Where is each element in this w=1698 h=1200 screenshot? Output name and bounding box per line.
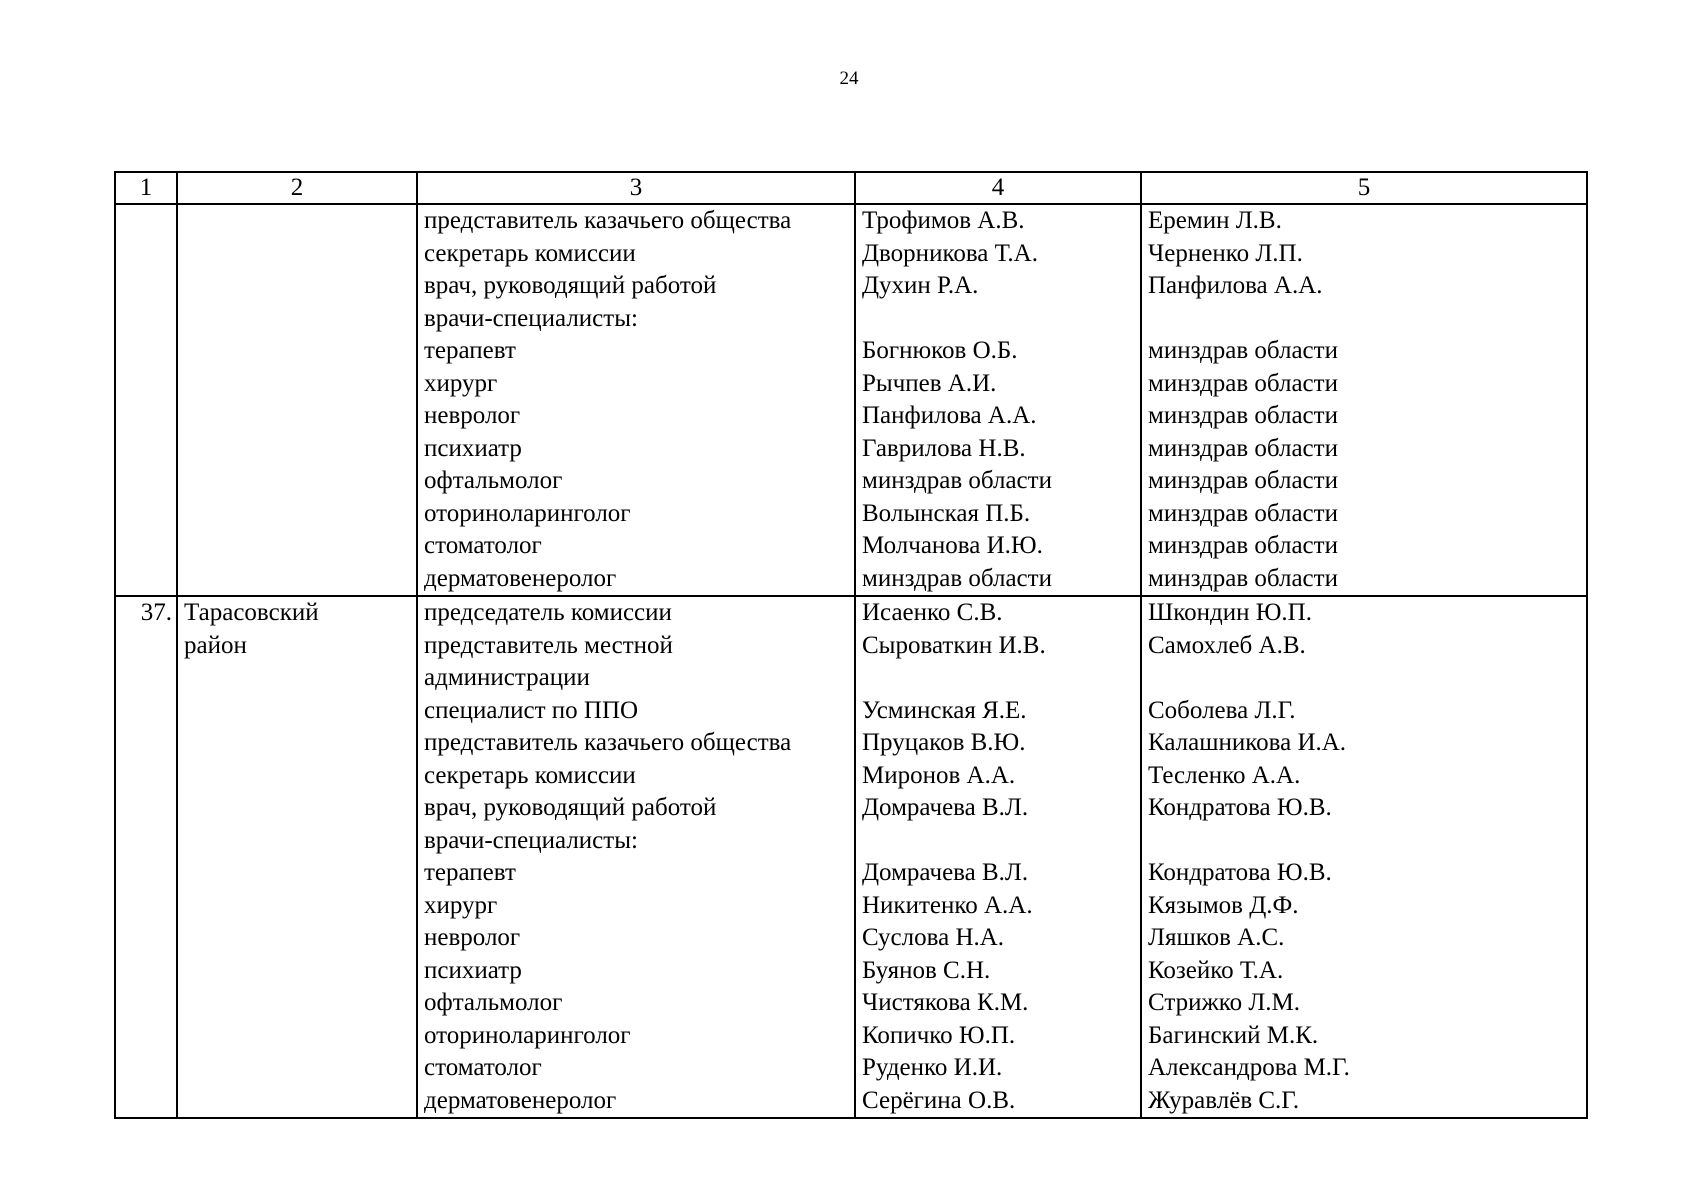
reserve-member-name: Кондратова Ю.В. [1148, 859, 1332, 886]
table-row [115, 204, 1587, 596]
reserve-member-name: минздрав области [1148, 564, 1338, 592]
role-label: оториноларинголог [424, 499, 631, 527]
reserve-member-name: Тесленко А.А. [1148, 761, 1301, 789]
reserve-member-name: Самохлеб А.В. [1148, 631, 1306, 659]
reserve-member-name: Калашникова И.А. [1148, 729, 1347, 756]
role-label: невролог [424, 402, 521, 429]
reserve-member-name: минздрав области [1148, 337, 1338, 364]
reserve-member-name: минздрав области [1148, 434, 1338, 462]
role-label: невролог [424, 924, 521, 951]
role-label: врач, руководящий работой [424, 272, 717, 299]
district-cell [177, 204, 417, 596]
role-label: психиатр [424, 434, 522, 462]
spacer [1148, 662, 1580, 695]
reserve-member-name: Черненко Л.П. [1148, 239, 1303, 267]
role-label: председатель комиссии [424, 599, 672, 626]
main-member-name: Духин Р.А. [862, 272, 979, 299]
reserve-member-name: Панфилова А.А. [1148, 272, 1323, 299]
main-member-name: Чистякова К.М. [862, 989, 1029, 1016]
reserve-member-name: минздрав области [1148, 402, 1338, 429]
reserve-member-name: минздрав области [1148, 467, 1338, 494]
role-label: хирург [424, 369, 498, 397]
table-row [115, 596, 1587, 1118]
header-cell: 1 [115, 172, 177, 204]
reserve-member-name: минздрав области [1148, 369, 1338, 397]
role-label: стоматолог [424, 532, 542, 559]
role-label: врач, руководящий работой [424, 794, 717, 821]
role-label: офтальмолог [424, 989, 563, 1016]
district-name: район [184, 631, 247, 659]
role-label: оториноларинголог [424, 1021, 631, 1049]
reserve-member-name: Соболева Л.Г. [1148, 696, 1296, 724]
reserve-member-name: Ляшков А.С. [1148, 924, 1285, 951]
row-number-cell [115, 204, 177, 596]
reserve-member-name: Шкондин Ю.П. [1148, 599, 1312, 626]
main-member-name: Дворникова Т.А. [862, 239, 1038, 267]
main-member-name: Копичко Ю.П. [862, 1021, 1016, 1049]
main-member-name: Гаврилова Н.В. [862, 434, 1026, 462]
reserve-member-name: Кязымов Д.Ф. [1148, 891, 1299, 919]
main-member-name: Суслова Н.А. [862, 924, 1005, 951]
main-member-name: Миронов А.А. [862, 761, 1016, 789]
role-label: терапевт [424, 859, 516, 886]
reserve-member-name: Александрова М.Г. [1148, 1054, 1350, 1081]
main-member-name: Богнюков О.Б. [862, 337, 1018, 364]
district-name: Тарасовский [184, 599, 319, 626]
role-label: представитель казачьего общества [424, 729, 792, 756]
main-member-name: Рычпев А.И. [862, 369, 997, 397]
main-member-name [862, 825, 1134, 858]
page-number: 24 [839, 68, 859, 89]
main-member-name: Буянов С.Н. [862, 956, 991, 984]
row-number-cell [115, 596, 177, 1118]
role-label: стоматолог [424, 1054, 542, 1081]
main-member-name: минздрав области [862, 467, 1052, 494]
main-member-cell [855, 204, 1141, 596]
header-cell: 5 [1141, 172, 1587, 204]
role-cell [417, 204, 855, 596]
main-member-name: Трофимов А.В. [862, 207, 1025, 234]
main-member-name: Усминская Я.Е. [862, 696, 1027, 724]
main-member-name: Руденко И.И. [862, 1054, 1003, 1081]
role-label: дерматовенеролог [424, 564, 617, 592]
main-member-name: Серёгина О.В. [862, 1086, 1016, 1114]
role-label: терапевт [424, 337, 516, 364]
reserve-member-name: минздрав области [1148, 532, 1338, 559]
header-cell: 2 [177, 172, 417, 204]
reserve-member-name: Журавлёв С.Г. [1148, 1086, 1300, 1114]
main-member-name: Волынская П.Б. [862, 499, 1031, 527]
main-member-cell [855, 596, 1141, 1118]
main-member-name: Домрачева В.Л. [862, 794, 1029, 821]
main-member-name: Домрачева В.Л. [862, 859, 1029, 886]
main-member-name: Молчанова И.Ю. [862, 532, 1043, 559]
role-label: дерматовенеролог [424, 1086, 617, 1114]
main-member-name: Пруцаков В.Ю. [862, 729, 1026, 756]
spacer [862, 662, 1134, 695]
reserve-member-name: Стрижко Л.М. [1148, 989, 1301, 1016]
main-member-name: Никитенко А.А. [862, 891, 1033, 919]
reserve-member-name: Козейко Т.А. [1148, 956, 1284, 984]
header-cell: 3 [417, 172, 855, 204]
role-label: администрации [424, 664, 590, 691]
role-label: врачи-специалисты: [424, 826, 638, 854]
role-label: специалист по ППО [424, 696, 639, 724]
role-label: представитель казачьего общества [424, 207, 792, 234]
reserve-member-name: Кондратова Ю.В. [1148, 794, 1332, 821]
role-label: врачи-специалисты: [424, 304, 638, 332]
district-cell [177, 596, 417, 1118]
role-label: психиатр [424, 956, 522, 984]
role-label: офтальмолог [424, 467, 563, 494]
role-cell [417, 596, 855, 1118]
reserve-member-name: Багинский М.К. [1148, 1021, 1319, 1049]
reserve-member-name [1148, 303, 1580, 336]
row-number [116, 205, 172, 238]
main-member-name [862, 303, 1134, 336]
role-label: секретарь комиссии [424, 761, 636, 789]
reserve-member-name: минздрав области [1148, 499, 1338, 527]
header-cell: 4 [855, 172, 1141, 204]
main-member-name: Исаенко С.В. [862, 599, 1003, 626]
reserve-member-name [1148, 825, 1580, 858]
reserve-member-cell [1141, 596, 1587, 1118]
role-label: секретарь комиссии [424, 239, 636, 267]
main-member-name: Панфилова А.А. [862, 402, 1037, 429]
main-member-name: минздрав области [862, 564, 1052, 592]
commission-table [114, 171, 1588, 1119]
role-label: представитель местной [424, 631, 673, 659]
role-label: хирург [424, 891, 498, 919]
reserve-member-cell [1141, 204, 1587, 596]
main-member-name: Сыроваткин И.В. [862, 631, 1046, 659]
reserve-member-name: Еремин Л.В. [1148, 207, 1282, 234]
table-body [115, 204, 1587, 1118]
header-row [115, 172, 1587, 204]
row-number: 37. [140, 599, 172, 626]
